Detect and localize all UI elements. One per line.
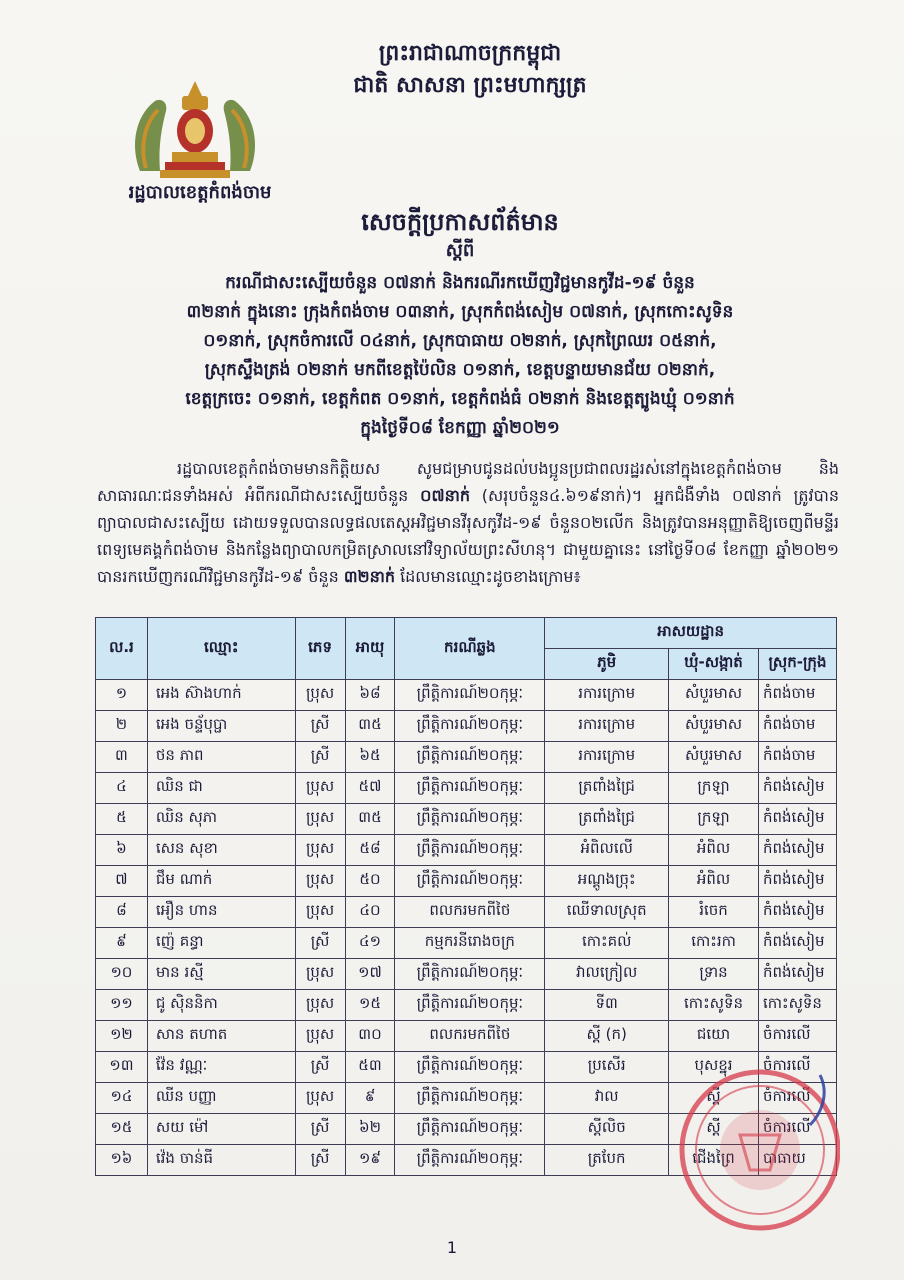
cell-name: សេន សុខា [147, 835, 295, 866]
cell-name: ញ៉េ គន្ធា [147, 928, 295, 959]
cell-district: ចំការលើ [758, 1083, 836, 1114]
cell-sex: ប្រុស [295, 804, 345, 835]
cell-commune: ស្តី [669, 1114, 759, 1145]
cell-commune: សំបួរមាស [669, 680, 759, 711]
cell-source: ពលករមកពីថៃ [395, 897, 545, 928]
table-row [96, 1145, 837, 1176]
cell-name: ឈិន ជា [147, 773, 295, 804]
cell-sex: ប្រុស [295, 680, 345, 711]
cell-name: ឈិន សុភា [147, 804, 295, 835]
header-name: ឈ្មោះ [147, 618, 295, 680]
table-row [96, 742, 837, 773]
document-subject [80, 269, 840, 443]
cell-no: ៥ [96, 804, 148, 835]
cell-source: កម្មករនីរោងចក្រ [395, 928, 545, 959]
cell-source: ព្រឹត្តិការណ៍២០កុម្ភៈ [395, 1145, 545, 1176]
cell-village: កោះគល់ [545, 928, 669, 959]
province-administration: រដ្ឋបាលខេត្តកំពង់ចាម [128, 182, 272, 203]
cell-commune: សំបួរមាស [669, 742, 759, 773]
cell-district: កំពង់ចាម [758, 711, 836, 742]
cell-source: ព្រឹត្តិការណ៍២០កុម្ភៈ [395, 866, 545, 897]
cell-name: វ៉េង ចាន់ធី [147, 1145, 295, 1176]
table-row [96, 897, 837, 928]
cell-no: ១ [96, 680, 148, 711]
cell-no: ១៣ [96, 1052, 148, 1083]
cell-district: កំពង់ចាម [758, 680, 836, 711]
table-row [96, 990, 837, 1021]
cell-sex: ប្រុស [295, 835, 345, 866]
table-row [96, 928, 837, 959]
cell-age: ៥៨ [345, 835, 395, 866]
header-village: ភូមិ [545, 649, 669, 680]
cell-source: ព្រឹត្តិការណ៍២០កុម្ភៈ [395, 1083, 545, 1114]
cell-name: ឈីន បញ្ញា [147, 1083, 295, 1114]
cell-sex: ប្រុស [295, 1021, 345, 1052]
cell-age: ៦៨ [345, 680, 395, 711]
cell-source: ព្រឹត្តិការណ៍២០កុម្ភៈ [395, 835, 545, 866]
document-about: ស្តីពី [445, 240, 475, 261]
table-row [96, 835, 837, 866]
kingdom-header [300, 38, 640, 102]
cell-name: មាន រស្មី [147, 959, 295, 990]
table-body [96, 680, 837, 1176]
subject-line: ស្រុកស្ទឹងត្រង់ ០២នាក់ មកពីខេត្តប៉ៃលិន ០១នាក់, ខេត្តបន្ទាយមានជ័យ ០២នាក់, [204, 360, 716, 380]
cell-age: ៥៧ [345, 773, 395, 804]
cell-source: ព្រឹត្តិការណ៍២០កុម្ភៈ [395, 742, 545, 773]
cell-commune: ទ្រាន [669, 959, 759, 990]
header-no: ល.រ [96, 618, 148, 680]
cell-no: ៣ [96, 742, 148, 773]
cell-district: កំពង់សៀម [758, 866, 836, 897]
subject-line: ០១នាក់, ស្រុកចំការលើ ០៤នាក់, ស្រុកបាធាយ ០២នាក់, ស្រុកព្រៃឈរ ០៥នាក់, [203, 331, 717, 351]
cell-village: ស្តីលិច [545, 1114, 669, 1145]
cell-sex: ប្រុស [295, 1083, 345, 1114]
cell-commune: ក្រឡា [669, 804, 759, 835]
cell-district: កំពង់សៀម [758, 835, 836, 866]
cell-age: ៥៣ [345, 1052, 395, 1083]
table-row [96, 1083, 837, 1114]
cell-district: ចំការលើ [758, 1052, 836, 1083]
cell-no: ៩ [96, 928, 148, 959]
cell-commune: ស្តី [669, 1083, 759, 1114]
cell-village: វាល [545, 1083, 669, 1114]
cell-commune: សំបួរមាស [669, 711, 759, 742]
cell-source: ព្រឹត្តិការណ៍២០កុម្ភៈ [395, 1052, 545, 1083]
subject-line: ករណីជាសះស្បើយចំនួន ០៧នាក់ និងករណីរកឃើញវិជ្ជមានកូវីដ-១៩ ចំនួន [225, 273, 695, 293]
table-row [96, 1114, 837, 1145]
cell-commune: ជើងព្រៃ [669, 1145, 759, 1176]
cell-village: ត្រពាំងជ្រៃ [545, 804, 669, 835]
table-row [96, 773, 837, 804]
cell-no: ១៦ [96, 1145, 148, 1176]
cell-village: អណ្តូងច្រុះ [545, 866, 669, 897]
cell-no: ១១ [96, 990, 148, 1021]
cell-commune: កោះសូទិន [669, 990, 759, 1021]
header-source: ករណីឆ្លង [395, 618, 545, 680]
cell-village: ស្តី (ក) [545, 1021, 669, 1052]
cell-source: ព្រឹត្តិការណ៍២០កុម្ភៈ [395, 773, 545, 804]
cell-age: ៦៥ [345, 742, 395, 773]
intro-text: រដ្ឋបាលខេត្តកំពង់ចាមមានកិត្តិយស សូមជម្រាបជូនដល់បងប្អូនប្រជាពលរដ្ឋរស់នៅក្នុងខេត្តកំពង់ចាម និងសាធារណៈជនទាំងអស់ អំពីករណីជាសះស្បើយចំនួន [97, 459, 839, 505]
cell-sex: ស្រី [295, 1052, 345, 1083]
cell-no: ១០ [96, 959, 148, 990]
cell-village: ឈើទាលស្រុត [545, 897, 669, 928]
cell-village: រការក្រោម [545, 711, 669, 742]
header-commune: ឃុំ-សង្កាត់ [669, 649, 759, 680]
cell-age: ៣៥ [345, 711, 395, 742]
cell-district: កោះសូទិន [758, 990, 836, 1021]
cell-commune: អំពិល [669, 835, 759, 866]
cell-source: ព្រឹត្តិការណ៍២០កុម្ភៈ [395, 1114, 545, 1145]
kingdom-line-1: ព្រះរាជាណាចក្រកម្ពុជា [378, 41, 562, 66]
cell-commune: អំពិល [669, 866, 759, 897]
cell-sex: ប្រុស [295, 959, 345, 990]
cell-name: វ៉ែន វណ្ណៈ [147, 1052, 295, 1083]
cell-age: ១៥ [345, 990, 395, 1021]
cases-table [95, 617, 837, 1176]
header-address: អាសយដ្ឋាន [545, 618, 837, 649]
table-row [96, 1021, 837, 1052]
cell-no: ៦ [96, 835, 148, 866]
cell-age: ៤០ [345, 897, 395, 928]
intro-paragraph [97, 455, 839, 590]
cell-no: ៨ [96, 897, 148, 928]
cell-sex: ប្រុស [295, 897, 345, 928]
cell-name: អេង ស៊ាងហាក់ [147, 680, 295, 711]
table-row [96, 866, 837, 897]
cell-age: ៣០ [345, 1021, 395, 1052]
cell-name: ជូ ស៊ិននិកា [147, 990, 295, 1021]
header-age: អាយុ [345, 618, 395, 680]
cell-village: រការក្រោម [545, 742, 669, 773]
cell-commune: ជយោ [669, 1021, 759, 1052]
cell-age: ៣៥ [345, 804, 395, 835]
cell-village: ត្រពាំងជ្រៃ [545, 773, 669, 804]
cell-age: ៥០ [345, 866, 395, 897]
cell-age: ១៧ [345, 959, 395, 990]
cell-village: អំពិលលើ [545, 835, 669, 866]
cell-village: ប្រសើរ [545, 1052, 669, 1083]
cell-commune: រំចេក [669, 897, 759, 928]
cell-sex: ស្រី [295, 711, 345, 742]
cell-commune: បុសខ្នុរ [669, 1052, 759, 1083]
table-row [96, 680, 837, 711]
cell-age: ៤១ [345, 928, 395, 959]
cell-no: ៤ [96, 773, 148, 804]
intro-text: ដែលមានឈ្មោះដូចខាងក្រោម៖ [394, 567, 581, 586]
cell-source: ព្រឹត្តិការណ៍២០កុម្ភៈ [395, 680, 545, 711]
cell-commune: កោះរកា [669, 928, 759, 959]
cell-name: សយ ម៉ៅ [147, 1114, 295, 1145]
cell-district: កំពង់សៀម [758, 773, 836, 804]
cell-village: រការក្រោម [545, 680, 669, 711]
recovered-count: ០៧នាក់ [420, 486, 470, 505]
cell-sex: ស្រី [295, 742, 345, 773]
cell-village: ត្របែក [545, 1145, 669, 1176]
table-row [96, 804, 837, 835]
cell-district: កំពង់សៀម [758, 804, 836, 835]
title-block [80, 205, 840, 443]
cell-source: ព្រឹត្តិការណ៍២០កុម្ភៈ [395, 804, 545, 835]
cell-no: ១៥ [96, 1114, 148, 1145]
table-row [96, 959, 837, 990]
header-district: ស្រុក-ក្រុង [758, 649, 836, 680]
document-title: សេចក្តីប្រកាសព័ត៌មាន [361, 208, 559, 236]
cell-no: ១២ [96, 1021, 148, 1052]
cell-name: អឿន ហាន [147, 897, 295, 928]
subject-line: ខេត្តក្រចេះ ០១នាក់, ខេត្តកំពត ០១នាក់, ខេត្តកំពង់ធំ ០២នាក់ និងខេត្តត្បូងឃ្មុំ ០១នាក់ [185, 389, 735, 409]
cell-age: ៦២ [345, 1114, 395, 1145]
cell-sex: ស្រី [295, 1145, 345, 1176]
cell-name: អេង ចន្ទ័បុប្ផា [147, 711, 295, 742]
cell-district: កំពង់សៀម [758, 959, 836, 990]
cell-no: ១៤ [96, 1083, 148, 1114]
subject-line: ៣២នាក់ ក្នុងនោះ ក្រុងកំពង់ចាម ០៣នាក់, ស្រុកកំពង់សៀម ០៧នាក់, ស្រុកកោះសូទិន [186, 302, 734, 322]
cell-district: ចំការលើ [758, 1114, 836, 1145]
cell-district: បាធាយ [758, 1145, 836, 1176]
cell-sex: ស្រី [295, 1114, 345, 1145]
cell-age: ១៩ [345, 1145, 395, 1176]
cell-village: ទី៣ [545, 990, 669, 1021]
page-number: 1 [446, 1238, 458, 1257]
cell-district: ចំការលើ [758, 1021, 836, 1052]
cell-district: កំពង់សៀម [758, 928, 836, 959]
cell-no: ២ [96, 711, 148, 742]
cell-name: សាន តហាត [147, 1021, 295, 1052]
cell-sex: ប្រុស [295, 990, 345, 1021]
kingdom-line-2: ជាតិ សាសនា ព្រះមហាក្សត្រ [353, 73, 587, 98]
cell-sex: ប្រុស [295, 866, 345, 897]
cell-source: ព្រឹត្តិការណ៍២០កុម្ភៈ [395, 711, 545, 742]
cell-commune: ក្រឡា [669, 773, 759, 804]
khmer-royal-emblem-icon [120, 76, 270, 186]
table-row [96, 711, 837, 742]
cell-district: កំពង់ចាម [758, 742, 836, 773]
intro-text: (សរុបចំនួន៤.៦១៩នាក់)។ អ្នកជំងឺទាំង ០៧នាក់ ត្រូវបានព្យាបាលជាសះស្បើយ ដោយទទួលបានលទ្ធផលតេស្តអវិជ្ជមានវីរុសកូវីដ-១៩ ចំនួន០២លើក និងត្រូវបានអនុញ្ញាតិឱ្យចេញពីមន្ទីរពេទ្យមេគង្គកំពង់ចាម និងកន្លែងព្យាបាលកម្រិតស្រាលនៅវិទ្យាល័យព្រះសីហនុ។ ជាមួយគ្នានេះ នៅថ្ងៃទី០៨ ខែកញ្ញា ឆ្នាំ២០២១ បានរកឃើញករណីវិជ្ជមានកូវីដ-១៩ ចំនួន [97, 486, 839, 586]
cell-no: ៧ [96, 866, 148, 897]
cell-name: ជឹម ណាក់ [147, 866, 295, 897]
cell-source: ព្រឹត្តិការណ៍២០កុម្ភៈ [395, 959, 545, 990]
cell-name: ថន ភាព [147, 742, 295, 773]
cell-source: ព្រឹត្តិការណ៍២០កុម្ភៈ [395, 990, 545, 1021]
cell-sex: ស្រី [295, 928, 345, 959]
cell-village: វាលក្រៀល [545, 959, 669, 990]
cell-sex: ប្រុស [295, 773, 345, 804]
positive-count: ៣២នាក់ [343, 567, 395, 586]
cell-age: ៩ [345, 1083, 395, 1114]
table-row [96, 1052, 837, 1083]
header-sex: ភេទ [295, 618, 345, 680]
cell-district: កំពង់សៀម [758, 897, 836, 928]
subject-line: ក្នុងថ្ងៃទី០៨ ខែកញ្ញា ឆ្នាំ២០២១ [360, 418, 560, 438]
cell-source: ពលករមកពីថៃ [395, 1021, 545, 1052]
